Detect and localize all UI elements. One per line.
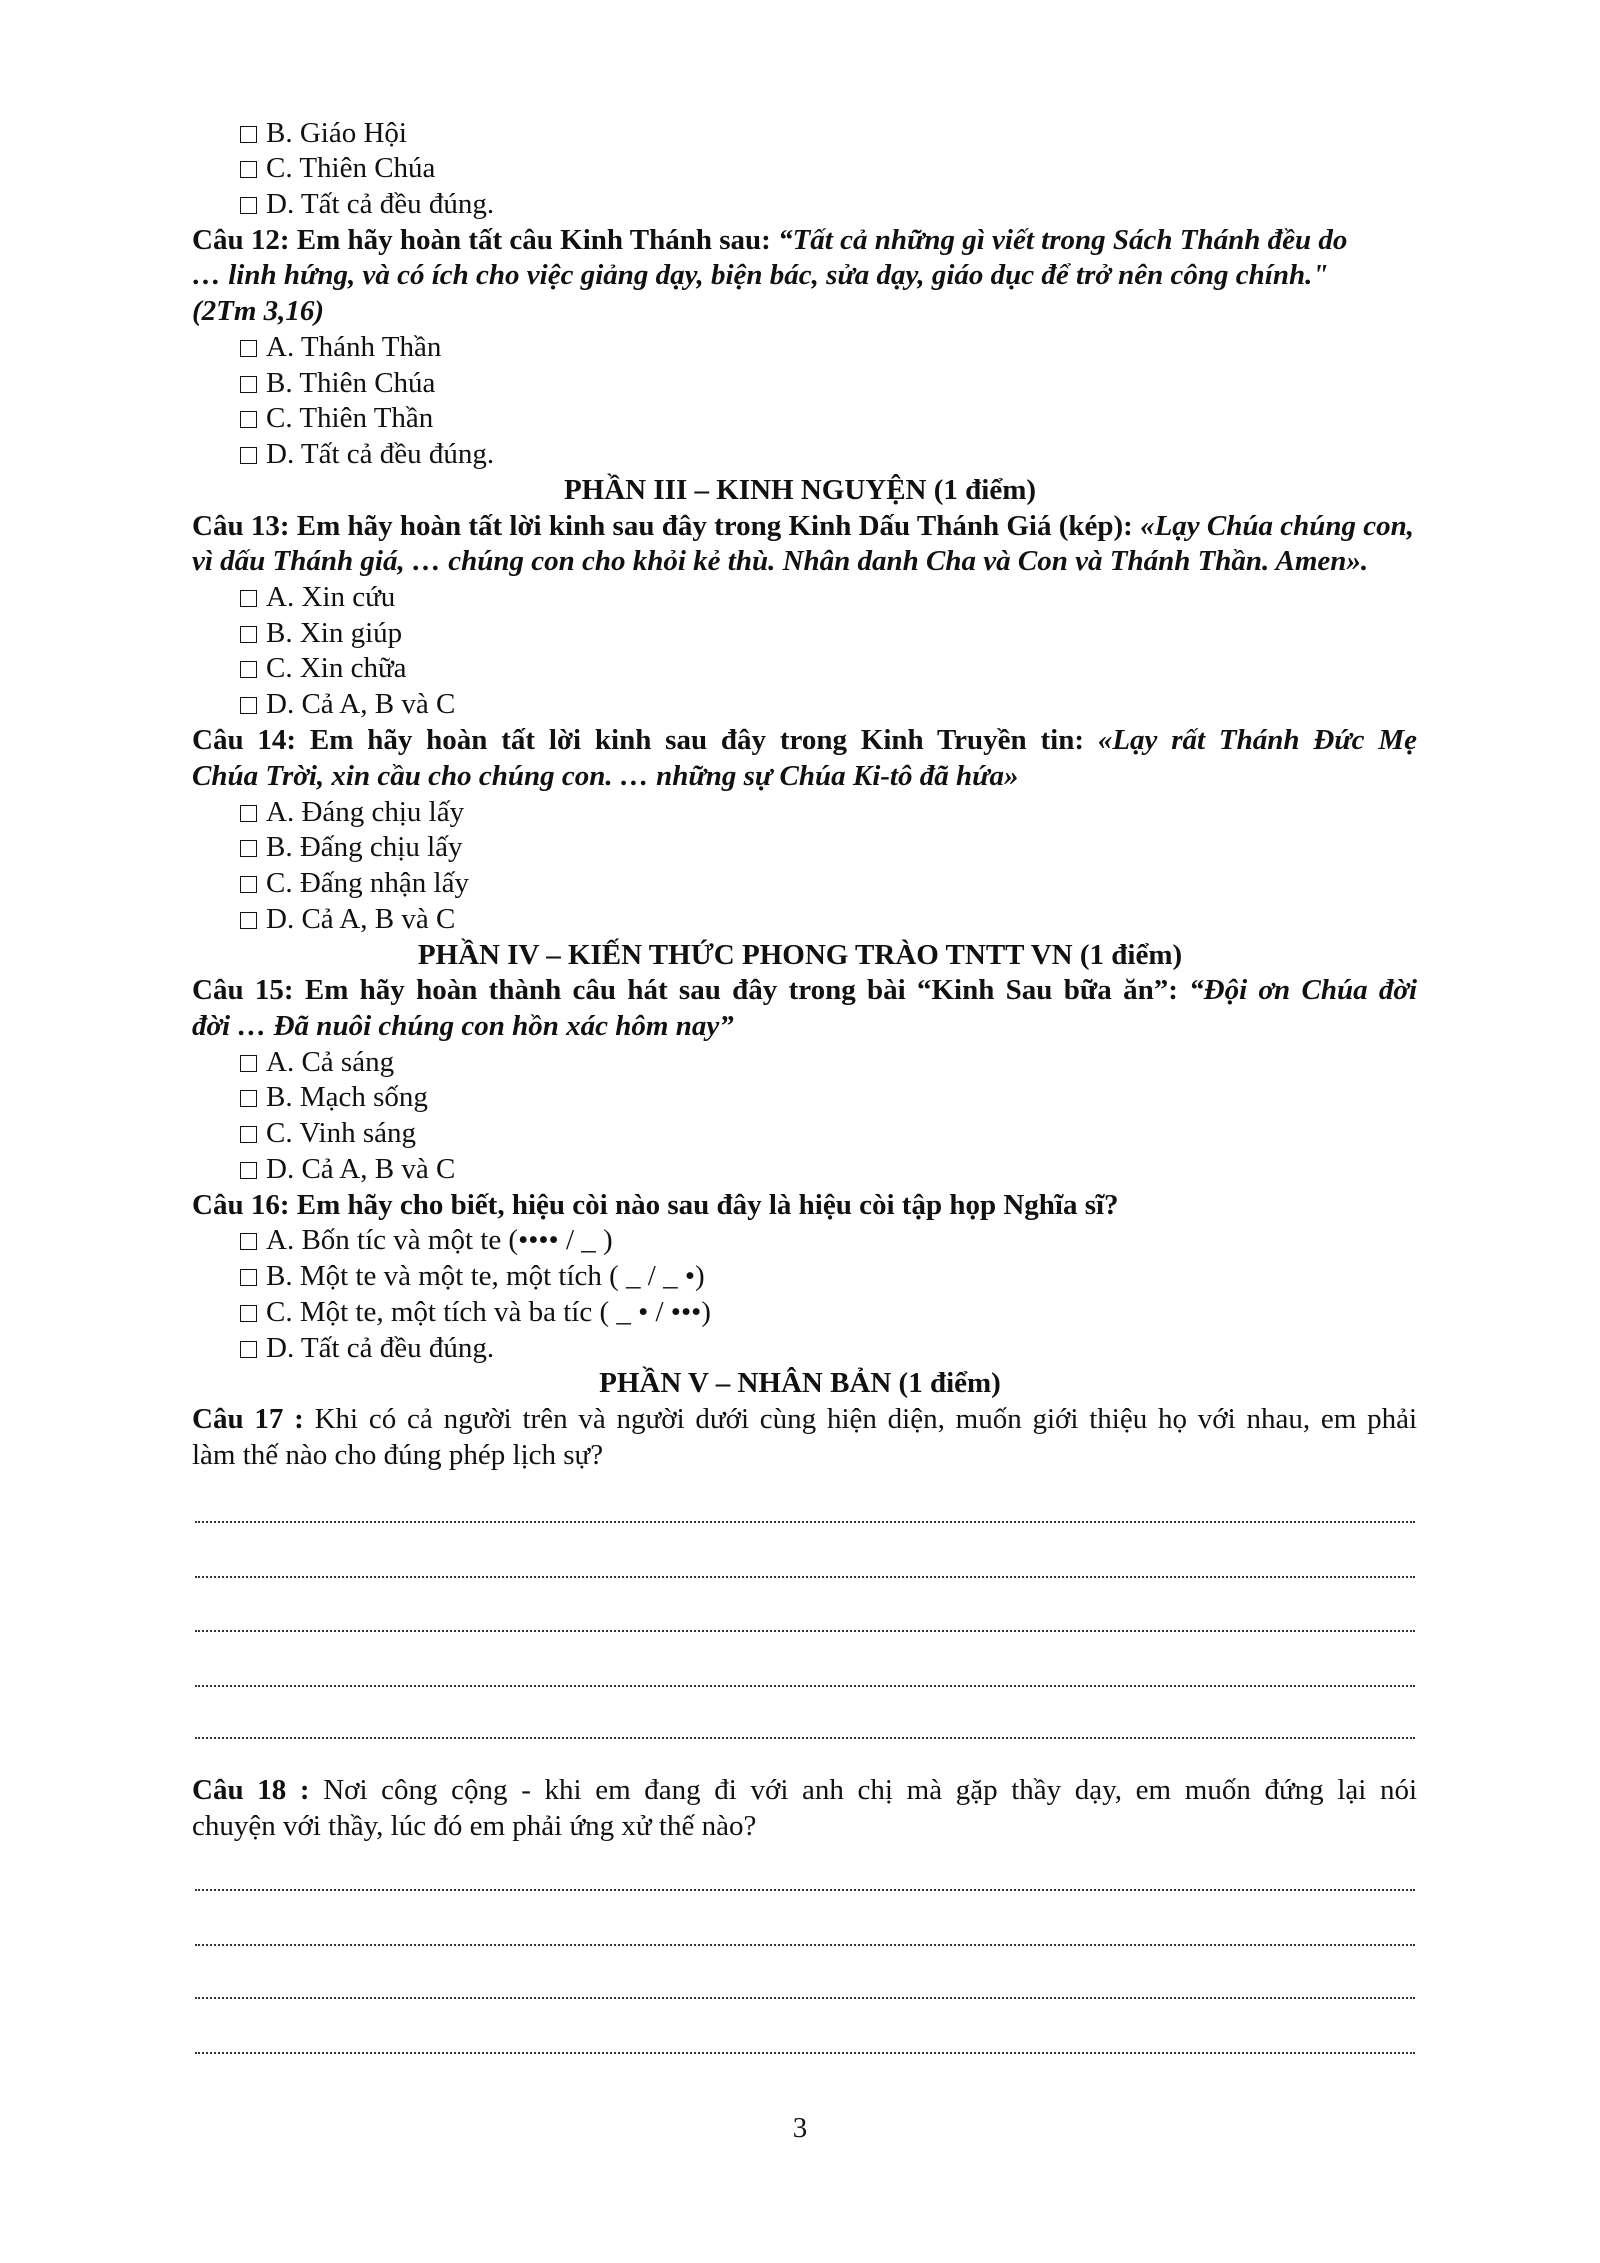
section-5-heading: PHẦN V – NHÂN BẢN (1 điểm)	[599, 1367, 1001, 1399]
checkbox[interactable]	[240, 1090, 257, 1107]
q15-option-d[interactable]: D. Cả A, B và C	[240, 1152, 455, 1186]
checkbox[interactable]	[240, 912, 257, 929]
checkbox[interactable]	[240, 411, 257, 428]
q12-option-b[interactable]: B. Thiên Chúa	[240, 366, 435, 400]
q14-option-d[interactable]: D. Cả A, B và C	[240, 902, 455, 936]
q17-answer-line-2[interactable]	[195, 1576, 1415, 1578]
q15-quote: “Đội ơn Chúa đời	[1189, 974, 1417, 1006]
q12-option-d[interactable]: D. Tất cả đều đúng.	[240, 437, 494, 471]
page-number: 3	[792, 2112, 808, 2144]
section-4-heading: PHẦN IV – KIẾN THỨC PHONG TRÀO TNTT VN (1 điểm)	[417, 939, 1183, 971]
q11-option-c[interactable]: C. Thiên Chúa	[240, 151, 435, 185]
q13-label: Câu 13:	[192, 510, 290, 542]
q13-prompt: Em hãy hoàn tất lời kinh sau đây trong Kinh Dấu Thánh Giá (kép):	[296, 510, 1133, 542]
q15-line-1	[192, 973, 1417, 1007]
q11-option-b[interactable]: B. Giáo Hội	[240, 116, 407, 150]
q17-answer-line-4[interactable]	[195, 1685, 1415, 1687]
q14-line-1	[192, 723, 1417, 757]
checkbox[interactable]	[240, 340, 257, 357]
q13-option-a[interactable]: A. Xin cứu	[240, 580, 395, 614]
checkbox[interactable]	[240, 840, 257, 857]
q13-option-b[interactable]: B. Xin giúp	[240, 616, 402, 650]
q11-option-d[interactable]: D. Tất cả đều đúng.	[240, 187, 494, 221]
q17-answer-line-1[interactable]	[195, 1521, 1415, 1523]
q13-option-d[interactable]: D. Cả A, B và C	[240, 687, 455, 721]
checkbox[interactable]	[240, 626, 257, 643]
checkbox[interactable]	[240, 1269, 257, 1286]
checkbox[interactable]	[240, 1126, 257, 1143]
q18-answer-line-2[interactable]	[195, 1944, 1415, 1946]
q18-answer-line-4[interactable]	[195, 2052, 1415, 2054]
checkbox[interactable]	[240, 126, 257, 143]
q13-line-2: vì dấu Thánh giá, … chúng con cho khỏi kẻ thù. Nhân danh Cha và Con và Thánh Thần. Amen».	[192, 545, 1369, 577]
q15-prompt: Em hãy hoàn thành câu hát sau đây trong bài “Kinh Sau bữa ăn”:	[304, 974, 1178, 1006]
q18-line-1: Câu 18 : Nơi công cộng - khi em đang đi với anh chị mà gặp thầy dạy, em muốn đứng lại nói	[192, 1774, 1418, 1806]
checkbox[interactable]	[240, 376, 257, 393]
q14-option-c[interactable]: C. Đấng nhận lấy	[240, 866, 469, 900]
q15-line-2: đời … Đã nuôi chúng con hồn xác hôm nay”	[192, 1010, 734, 1042]
checkbox[interactable]	[240, 590, 257, 607]
checkbox[interactable]	[240, 1233, 257, 1250]
q14-quote: «Lạy rất Thánh Đức Mẹ	[1097, 724, 1418, 756]
checkbox[interactable]	[240, 697, 257, 714]
q15-label: Câu 15:	[192, 974, 294, 1006]
q14-prompt: Em hãy hoàn tất lời kinh sau đây trong Kinh Truyền tin:	[309, 724, 1084, 756]
checkbox[interactable]	[240, 1305, 257, 1322]
q12-quote: “Tất cả những gì viết trong Sách Thánh đều do	[778, 224, 1348, 256]
q12-label: Câu 12:	[192, 224, 290, 256]
q16-option-a[interactable]: A. Bốn tíc và một te (•••• / _ )	[240, 1223, 613, 1257]
q15-option-a[interactable]: A. Cả sáng	[240, 1045, 394, 1079]
checkbox[interactable]	[240, 661, 257, 678]
q17-answer-line-5[interactable]	[195, 1737, 1415, 1739]
q13-option-c[interactable]: C. Xin chữa	[240, 651, 407, 685]
q18-line-2: chuyện với thầy, lúc đó em phải ứng xử thế nào?	[192, 1810, 757, 1842]
q15-option-c[interactable]: C. Vinh sáng	[240, 1116, 416, 1150]
q16-option-c[interactable]: C. Một te, một tích và ba tíc ( _ • / •••)	[240, 1295, 711, 1329]
q14-line-2: Chúa Trời, xin cầu cho chúng con. … những sự Chúa Ki-tô đã hứa»	[192, 760, 1019, 792]
q16-prompt: Em hãy cho biết, hiệu còi nào sau đây là hiệu còi tập họp Nghĩa sĩ?	[296, 1189, 1119, 1221]
q16-label: Câu 16:	[192, 1189, 290, 1221]
checkbox[interactable]	[240, 805, 257, 822]
q14-label: Câu 14:	[192, 724, 297, 756]
checkbox[interactable]	[240, 197, 257, 214]
q12-prompt: Em hãy hoàn tất câu Kinh Thánh sau:	[296, 224, 771, 256]
checkbox[interactable]	[240, 161, 257, 178]
checkbox[interactable]	[240, 876, 257, 893]
checkbox[interactable]	[240, 1341, 257, 1358]
q15-option-b[interactable]: B. Mạch sống	[240, 1080, 428, 1114]
q18-answer-line-1[interactable]	[195, 1889, 1415, 1891]
q17-label: Câu 17 :	[192, 1403, 304, 1435]
q12-option-c[interactable]: C. Thiên Thần	[240, 401, 433, 435]
checkbox[interactable]	[240, 1162, 257, 1179]
q14-option-b[interactable]: B. Đấng chịu lấy	[240, 830, 463, 864]
q18-label: Câu 18 :	[192, 1774, 310, 1806]
q13-line-1	[192, 509, 1417, 543]
q17-line-1: Câu 17 : Khi có cả người trên và người dưới cùng hiện diện, muốn giới thiệu họ với nhau, em phải	[192, 1403, 1418, 1435]
checkbox[interactable]	[240, 1055, 257, 1072]
q12-line-1	[192, 223, 1417, 257]
q16-option-b[interactable]: B. Một te và một te, một tích ( _ / _ •)	[240, 1259, 705, 1293]
q17-answer-line-3[interactable]	[195, 1630, 1415, 1632]
q12-line-2: … linh hứng, và có ích cho việc giảng dạy, biện bác, sửa dạy, giáo dục để trở nên công chính."	[192, 259, 1329, 291]
q13-quote: «Lạy Chúa chúng con,	[1140, 510, 1415, 542]
q17-line-2: làm thế nào cho đúng phép lịch sự?	[192, 1439, 604, 1471]
q12-line-3: (2Tm 3,16)	[192, 295, 325, 327]
q12-option-a[interactable]: A. Thánh Thần	[240, 330, 441, 364]
section-3-heading: PHẦN III – KINH NGUYỆN (1 điểm)	[563, 474, 1037, 506]
checkbox[interactable]	[240, 447, 257, 464]
q16-line-1	[192, 1188, 1417, 1222]
q14-option-a[interactable]: A. Đáng chịu lấy	[240, 795, 464, 829]
q16-option-d[interactable]: D. Tất cả đều đúng.	[240, 1331, 494, 1365]
q18-answer-line-3[interactable]	[195, 1997, 1415, 1999]
